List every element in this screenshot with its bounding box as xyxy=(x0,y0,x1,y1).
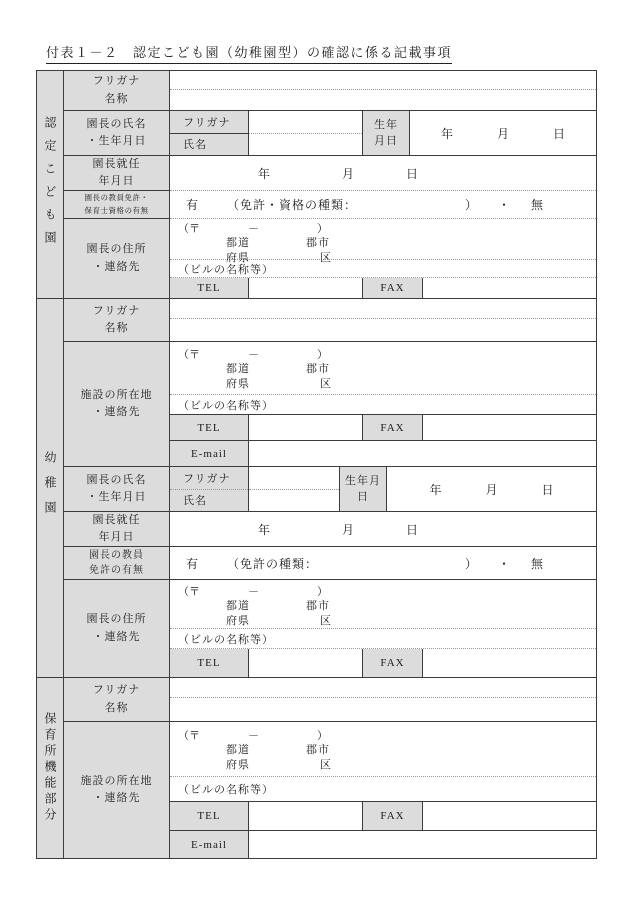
row-facility-address xyxy=(64,722,596,858)
section-label-hoikusho xyxy=(37,678,64,858)
youchien-director-fax-input[interactable] xyxy=(423,649,596,677)
label-line2: ・生年月日 xyxy=(86,135,147,147)
shimei-sublabel: 氏名 xyxy=(183,139,207,152)
furigana-label: フリガナ xyxy=(92,75,141,88)
director-address-label xyxy=(64,580,170,677)
month-unit: 月 xyxy=(485,482,498,497)
nintei-address-input[interactable] xyxy=(170,219,596,264)
gunshi-label: 郡市 xyxy=(306,363,330,376)
label-line1: 施設の所在地 xyxy=(80,388,153,401)
postal-dash: － xyxy=(248,223,259,235)
nintei-furigana-input[interactable] xyxy=(170,71,596,90)
postal-open: （〒 xyxy=(178,730,200,742)
prefecture-line1 xyxy=(178,236,596,250)
tenure-label xyxy=(64,512,170,547)
fuken-label: 府県 xyxy=(226,758,250,771)
prefecture-line1 xyxy=(178,743,596,757)
youchien-name-input[interactable] xyxy=(170,319,596,341)
furigana-sublabel: フリガナ xyxy=(170,111,248,134)
director-name-subcol xyxy=(170,467,249,511)
ku-label: 区 xyxy=(320,614,332,627)
label-line1: 園長就任 xyxy=(92,513,141,526)
dob-label-line2: 日 xyxy=(357,491,369,503)
license-label xyxy=(64,191,170,219)
postal-line[interactable] xyxy=(178,222,596,236)
postal-line[interactable] xyxy=(178,348,596,362)
youchien-building-input[interactable] xyxy=(170,395,596,415)
tel-label: TEL xyxy=(170,802,249,830)
tenure-label xyxy=(64,156,170,191)
facility-address-label xyxy=(64,722,170,858)
section-youchien-rows xyxy=(64,299,596,677)
prefecture-line2 xyxy=(178,614,596,628)
postal-close: ） xyxy=(317,586,328,598)
license-no[interactable]: 無 xyxy=(530,198,544,212)
section-label-text: 保育所機能部分 xyxy=(43,712,57,824)
row-name xyxy=(64,678,596,722)
page-title: 付表１－２ 認定こども園（幼稚園型）の確認に係る記載事項 xyxy=(46,42,452,64)
close-paren: ） xyxy=(464,198,478,212)
postal-open: （〒 xyxy=(178,586,200,598)
row-tenure xyxy=(64,156,596,191)
director-name-label xyxy=(64,467,170,512)
youchien-director-tel-input[interactable] xyxy=(249,649,363,677)
label-line2: ・連絡先 xyxy=(92,792,141,804)
director-name-label xyxy=(64,111,170,156)
hoikusho-fax-input[interactable] xyxy=(423,802,596,830)
section-hoikusho-rows xyxy=(64,678,596,858)
prefecture-line2 xyxy=(178,377,596,391)
gunshi-label: 郡市 xyxy=(306,237,330,250)
label-line1: 園長の教員免許・ xyxy=(84,192,149,202)
section-youchien xyxy=(37,299,596,678)
hoikusho-furigana-input[interactable] xyxy=(170,678,596,698)
separator-dot: ・ xyxy=(497,198,511,212)
gunshi-label: 郡市 xyxy=(306,744,330,757)
nintei-director-furigana-input[interactable] xyxy=(249,111,362,134)
hoikusho-tel-input[interactable] xyxy=(249,802,363,830)
furigana-label: フリガナ xyxy=(92,684,141,697)
month-unit: 月 xyxy=(342,522,355,537)
label-line1: 園長の氏名 xyxy=(86,117,147,130)
building-label: （ビルの名称等） xyxy=(178,263,274,276)
label-line2: ・連絡先 xyxy=(92,260,141,273)
month-unit: 月 xyxy=(342,166,355,181)
building-label: （ビルの名称等） xyxy=(178,784,274,796)
building-label: （ビルの名称等） xyxy=(178,399,274,412)
postal-open: （〒 xyxy=(178,349,200,361)
day-unit: 日 xyxy=(541,482,554,497)
section-hoikusho xyxy=(37,678,596,858)
dob-label-line1: 生年月 xyxy=(345,474,381,487)
gunshi-label: 郡市 xyxy=(306,600,330,613)
row-license xyxy=(64,191,596,219)
section-label-text: 幼稚園 xyxy=(43,450,57,526)
building-label: （ビルの名称等） xyxy=(178,633,274,646)
postal-line[interactable] xyxy=(178,585,596,599)
tel-fax-row xyxy=(170,649,596,677)
dob-label-line1: 生年 xyxy=(374,118,398,131)
hoikusho-building-input[interactable] xyxy=(170,777,596,802)
label-line1: 園長の氏名 xyxy=(86,473,147,486)
prefecture-line1 xyxy=(178,599,596,613)
director-name-content xyxy=(170,111,596,156)
label-line2: ・生年月日 xyxy=(86,491,147,503)
day-unit: 日 xyxy=(406,166,419,181)
youchien-director-address-input[interactable] xyxy=(170,580,596,629)
nintei-tenure-input[interactable] xyxy=(170,156,596,191)
facility-address-content xyxy=(170,342,596,467)
section-nintei-kodomoen xyxy=(37,71,596,299)
row-name xyxy=(64,299,596,342)
fax-label: FAX xyxy=(363,649,423,677)
meisho-label: 名称 xyxy=(104,322,129,334)
license-yes[interactable]: 有 xyxy=(186,556,200,571)
fuken-label: 府県 xyxy=(226,251,250,264)
nintei-dob-input[interactable] xyxy=(410,111,596,155)
postal-dash: － xyxy=(248,586,259,598)
youchien-dob-input[interactable] xyxy=(387,467,596,511)
meisho-label: 名称 xyxy=(104,701,129,714)
license-no[interactable]: 無 xyxy=(530,556,544,571)
label-line2: 保育士資格の有無 xyxy=(84,205,149,215)
label-line1: 園長の教員 xyxy=(89,549,144,561)
nintei-director-name-input[interactable] xyxy=(249,134,362,156)
director-address-label xyxy=(64,219,170,298)
meisho-label: 名称 xyxy=(104,92,129,105)
label-line1: 園長就任 xyxy=(92,157,141,170)
close-paren: ） xyxy=(464,556,478,571)
director-address-content xyxy=(170,219,596,298)
email-label: E-mail xyxy=(170,831,249,858)
year-unit: 年 xyxy=(440,126,453,141)
row-license xyxy=(64,547,596,580)
fuken-label: 府県 xyxy=(226,614,250,627)
month-unit: 月 xyxy=(496,126,509,141)
hoikusho-address-input[interactable] xyxy=(170,722,596,777)
year-unit: 年 xyxy=(429,482,442,497)
prefecture-line2 xyxy=(178,758,596,772)
nintei-license-choice[interactable] xyxy=(170,191,596,219)
youchien-director-furigana-input[interactable] xyxy=(249,467,339,490)
postal-close: ） xyxy=(317,730,328,742)
license-label xyxy=(64,547,170,580)
tel-label: TEL xyxy=(170,649,249,677)
license-type-label: （免許の種類： xyxy=(227,556,319,571)
name-row-content xyxy=(170,678,596,722)
label-line1: 園長の住所 xyxy=(86,613,147,626)
youchien-license-choice[interactable] xyxy=(170,547,596,580)
todou-label: 都道 xyxy=(226,744,250,757)
director-address-content xyxy=(170,580,596,677)
hoikusho-name-input[interactable] xyxy=(170,698,596,721)
ku-label: 区 xyxy=(320,377,332,390)
section-nintei-rows xyxy=(64,71,596,298)
tel-fax-row xyxy=(170,278,596,298)
director-name-content xyxy=(170,467,596,512)
email-row xyxy=(170,830,596,858)
row-director-address xyxy=(64,580,596,677)
postal-line[interactable] xyxy=(178,729,596,743)
row-director-name xyxy=(64,467,596,512)
row-name xyxy=(64,71,596,111)
director-name-inputs xyxy=(249,467,340,511)
name-row-content xyxy=(170,299,596,342)
furigana-sublabel: フリガナ xyxy=(170,467,248,490)
year-unit: 年 xyxy=(258,166,271,181)
director-name-inputs xyxy=(249,111,363,155)
email-label: E-mail xyxy=(170,441,249,466)
nintei-tel-input[interactable] xyxy=(249,278,363,298)
name-row-label xyxy=(64,678,170,722)
tel-label: TEL xyxy=(170,278,249,298)
label-line2: ・連絡先 xyxy=(92,406,141,418)
row-tenure xyxy=(64,512,596,547)
day-unit: 日 xyxy=(406,522,419,537)
nintei-building-input[interactable] xyxy=(170,260,596,278)
tel-label: TEL xyxy=(170,415,249,440)
section-label-youchien xyxy=(37,299,64,677)
name-row-label xyxy=(64,299,170,342)
todou-label: 都道 xyxy=(226,237,250,250)
youchien-tel-input[interactable] xyxy=(249,415,363,440)
facility-address-content xyxy=(170,722,596,858)
postal-close: ） xyxy=(317,349,328,361)
prefecture-line1 xyxy=(178,362,596,376)
form-table xyxy=(36,70,597,859)
row-facility-address xyxy=(64,342,596,467)
postal-open: （〒 xyxy=(178,223,200,235)
year-unit: 年 xyxy=(258,522,271,537)
youchien-furigana-input[interactable] xyxy=(170,299,596,319)
label-line1: 園長の住所 xyxy=(86,243,147,256)
fax-label: FAX xyxy=(363,415,423,440)
facility-address-label xyxy=(64,342,170,467)
youchien-director-name-input[interactable] xyxy=(249,490,339,512)
section-label-nintei xyxy=(37,71,64,298)
hoikusho-email-input[interactable] xyxy=(249,831,596,858)
youchien-address-input[interactable] xyxy=(170,342,596,395)
name-row-content xyxy=(170,71,596,111)
section-label-text: 認定こども園 xyxy=(43,115,57,254)
email-row xyxy=(170,440,596,466)
fax-label: FAX xyxy=(363,802,423,830)
label-line2: 年月日 xyxy=(98,531,135,543)
name-row-label xyxy=(64,71,170,111)
youchien-tenure-input[interactable] xyxy=(170,512,596,547)
nintei-name-input[interactable] xyxy=(170,90,596,110)
fuken-label: 府県 xyxy=(226,377,250,390)
nintei-fax-input[interactable] xyxy=(423,278,596,298)
todou-label: 都道 xyxy=(226,600,250,613)
dob-label xyxy=(363,111,410,155)
ku-label: 区 xyxy=(320,758,332,771)
license-yes[interactable]: 有 xyxy=(186,198,200,212)
dob-label-line2: 月日 xyxy=(374,135,398,147)
furigana-label: フリガナ xyxy=(92,304,141,317)
row-director-address xyxy=(64,219,596,298)
day-unit: 日 xyxy=(553,126,566,141)
fax-label: FAX xyxy=(363,278,423,298)
separator-dot: ・ xyxy=(497,556,511,571)
director-name-subcol xyxy=(170,111,249,155)
license-type-label: （免許・資格の種類： xyxy=(227,198,358,212)
postal-dash: － xyxy=(248,730,259,742)
label-line2: 免許の有無 xyxy=(89,565,144,576)
postal-close: ） xyxy=(317,223,328,235)
dob-label xyxy=(340,467,387,511)
tel-fax-row xyxy=(170,802,596,830)
todou-label: 都道 xyxy=(226,363,250,376)
ku-label: 区 xyxy=(320,251,332,264)
postal-dash: － xyxy=(248,349,259,361)
youchien-fax-input[interactable] xyxy=(423,415,596,440)
row-director-name xyxy=(64,111,596,156)
label-line2: ・連絡先 xyxy=(92,630,141,643)
label-line1: 施設の所在地 xyxy=(80,774,153,787)
label-line2: 年月日 xyxy=(98,175,135,187)
youchien-email-input[interactable] xyxy=(249,441,596,466)
youchien-director-building-input[interactable] xyxy=(170,629,596,649)
tel-fax-row xyxy=(170,415,596,440)
shimei-sublabel: 氏名 xyxy=(183,495,207,508)
